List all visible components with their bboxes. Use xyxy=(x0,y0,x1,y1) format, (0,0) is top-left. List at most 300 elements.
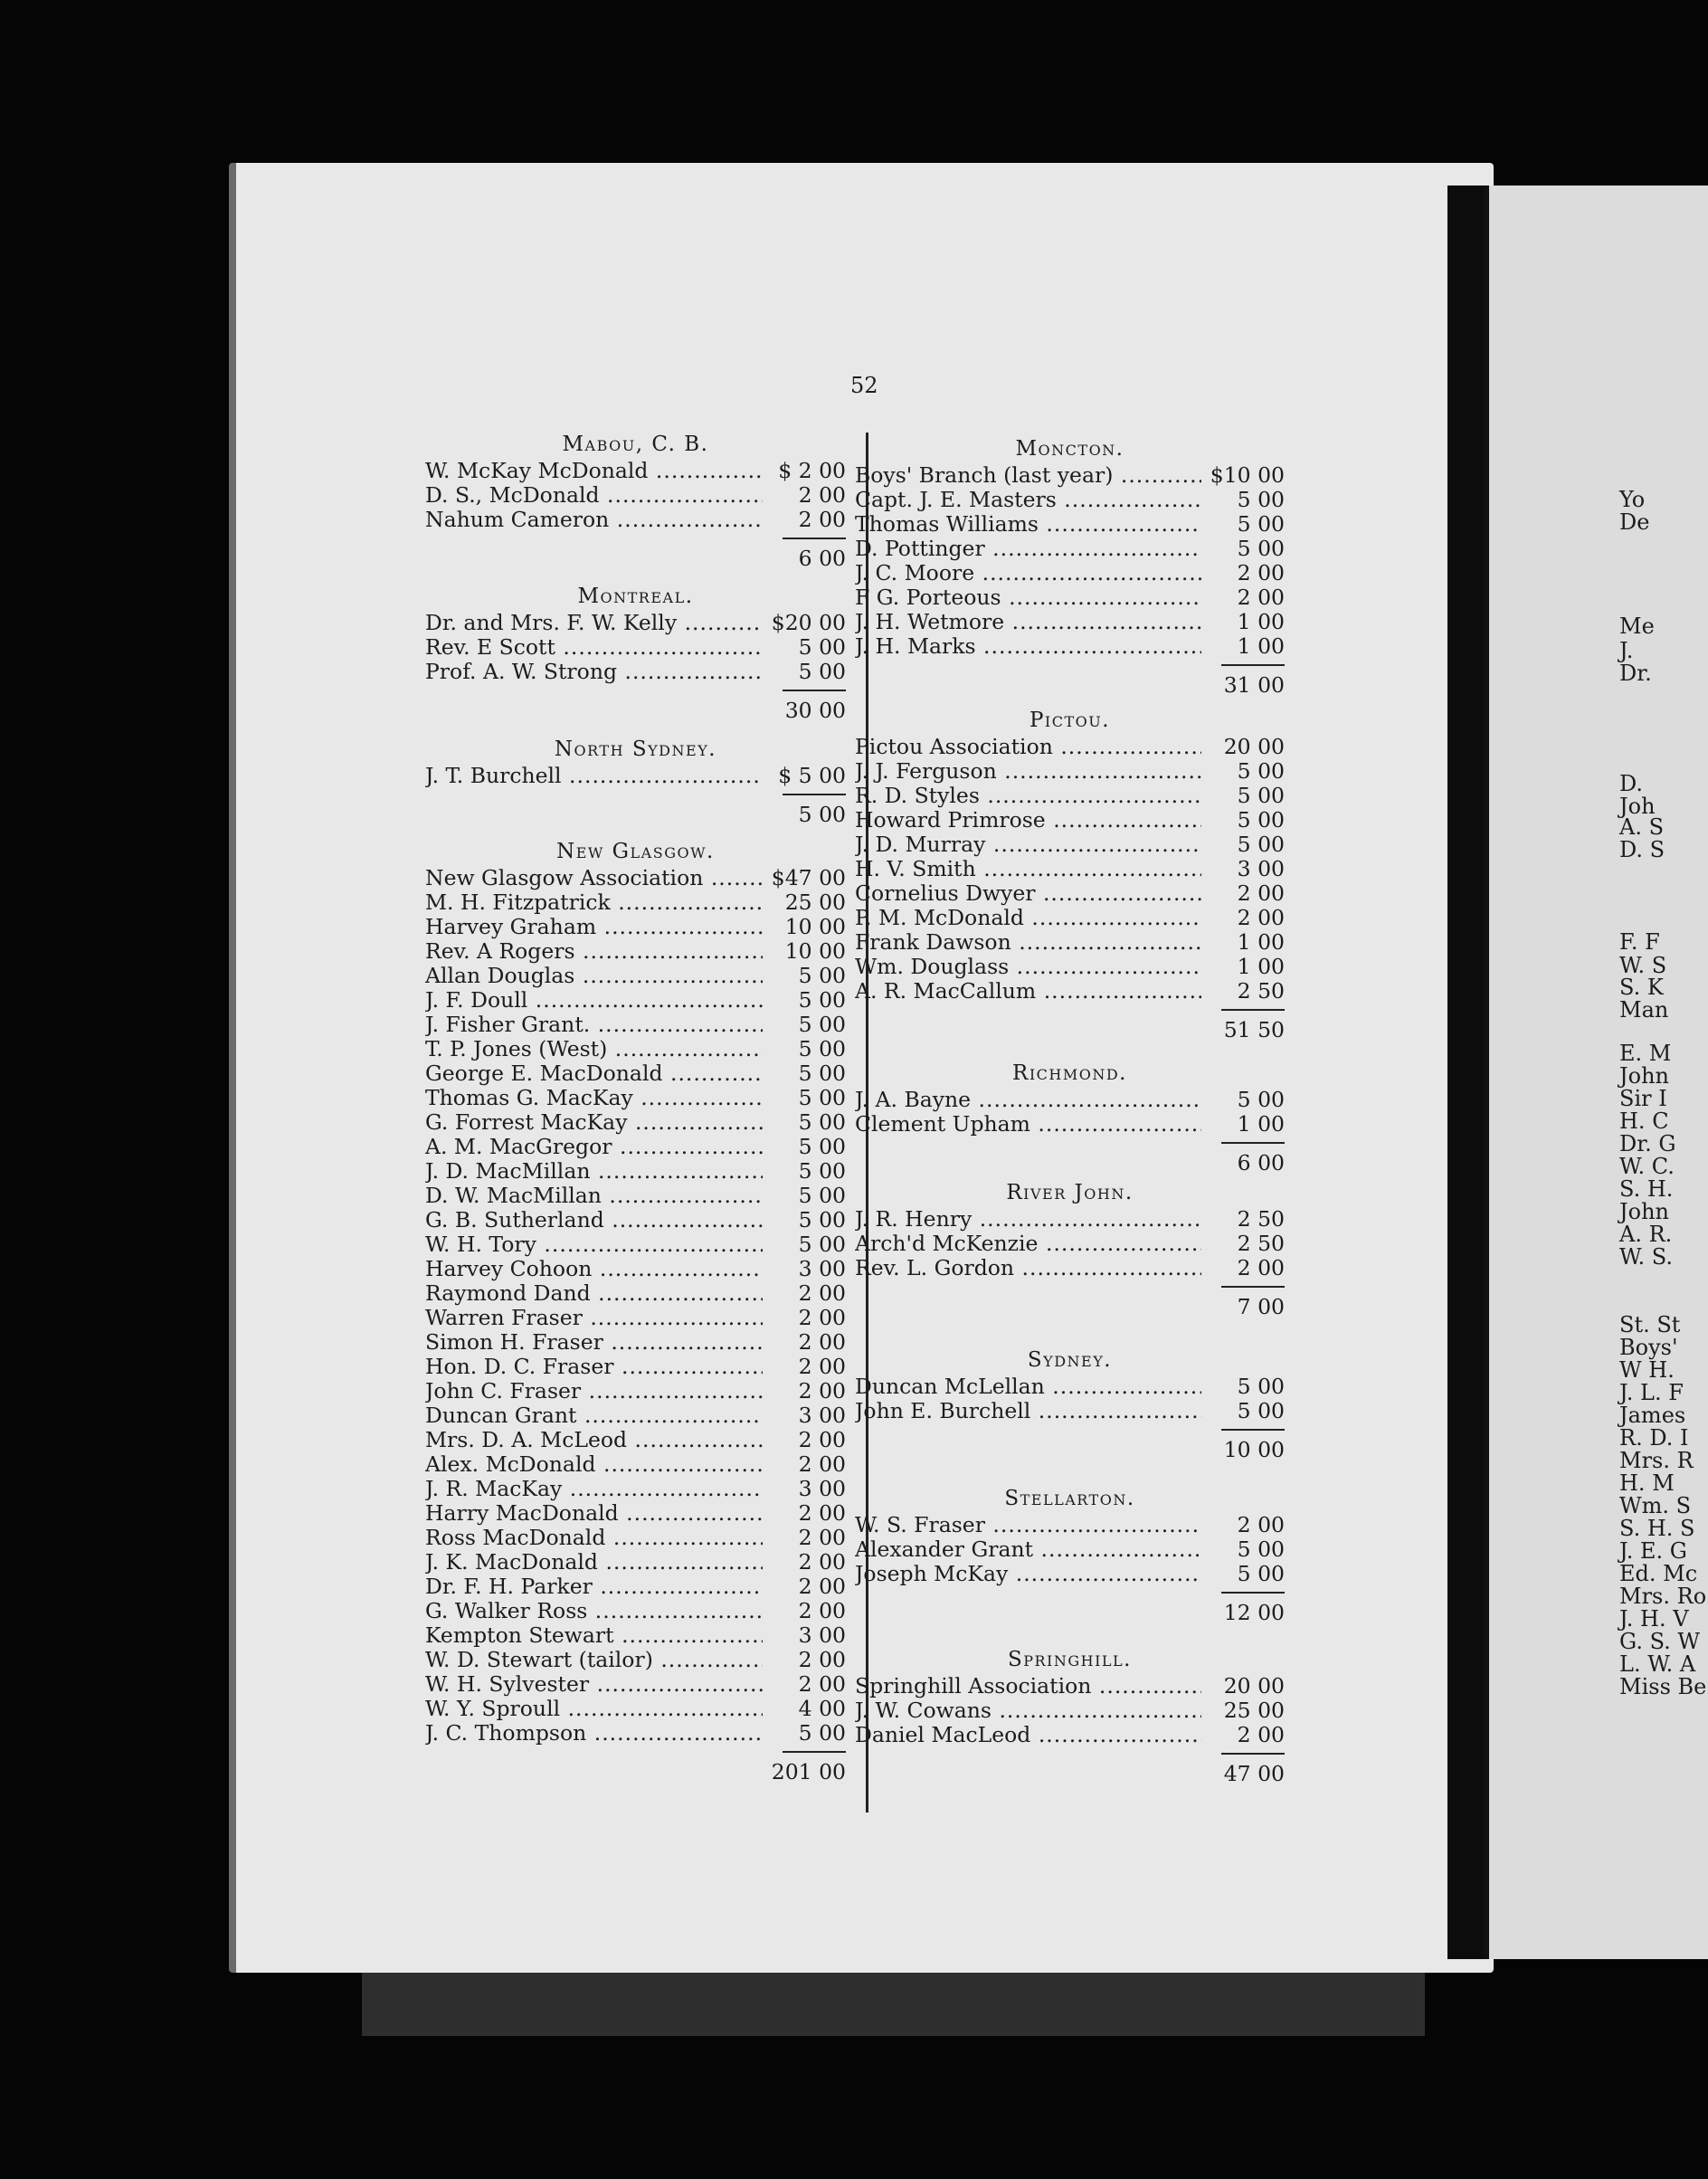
total-rule xyxy=(855,1280,1285,1293)
entry-row xyxy=(855,1207,1285,1232)
entry-row xyxy=(425,1281,846,1306)
entry-amount: 5 00 xyxy=(763,1208,846,1232)
entry-name: W. H. Sylvester ..... xyxy=(425,1672,763,1697)
adjacent-page-text: James xyxy=(1619,1403,1686,1428)
adjacent-page-text: Joh xyxy=(1619,794,1656,819)
adjacent-page-text: W H. xyxy=(1619,1357,1675,1383)
entry-name: Duncan Grant ..... xyxy=(425,1404,763,1428)
entry-row xyxy=(425,1599,846,1623)
section-total: 6 00 xyxy=(1237,1150,1285,1175)
entry-name: Pictou Association ..... xyxy=(855,735,1201,759)
entry-row xyxy=(425,1330,846,1355)
entry-amount: 3 00 xyxy=(1201,857,1285,881)
adjacent-page-text: John xyxy=(1619,1199,1669,1224)
adjacent-page-text: Sir I xyxy=(1619,1086,1667,1111)
adjacent-page-text: H. C xyxy=(1619,1109,1669,1134)
entry-row xyxy=(425,1672,846,1697)
adjacent-page-text: F. F xyxy=(1619,929,1660,955)
entry-row xyxy=(855,585,1285,610)
entry-name: D. Pottinger ..... xyxy=(855,537,1201,561)
entry-row xyxy=(425,890,846,915)
entry-amount: 5 00 xyxy=(1201,488,1285,512)
entry-row xyxy=(855,1112,1285,1137)
entry-amount: $10 00 xyxy=(1201,463,1285,488)
adjacent-page-text: Me xyxy=(1619,614,1655,639)
entry-row xyxy=(425,1037,846,1061)
entry-name: J. H. Wetmore ..... xyxy=(855,610,1201,634)
entry-amount: 5 00 xyxy=(1201,1399,1285,1423)
entry-amount: $ 5 00 xyxy=(763,764,846,788)
entry-name: Warren Fraser ..... xyxy=(425,1306,763,1330)
entry-amount: 2 50 xyxy=(1201,979,1285,1004)
total-rule xyxy=(855,1586,1285,1599)
entry-row xyxy=(855,955,1285,979)
entry-row xyxy=(425,660,846,684)
entry-row xyxy=(425,1648,846,1672)
section-total: 5 00 xyxy=(798,802,846,827)
entry-amount: 10 00 xyxy=(763,939,846,964)
adjacent-page-text: D. S xyxy=(1619,837,1665,862)
entry-row xyxy=(855,1088,1285,1112)
adjacent-page-text: De xyxy=(1619,509,1650,535)
entry-amount: 2 00 xyxy=(763,1428,846,1452)
section-total: 12 00 xyxy=(1223,1600,1285,1625)
entry-name: W. H. Tory ..... xyxy=(425,1232,763,1257)
entry-amount: 1 00 xyxy=(1201,955,1285,979)
adjacent-page-text: L. W. A xyxy=(1619,1651,1696,1677)
entry-row xyxy=(855,979,1285,1004)
section-north-sydney xyxy=(425,735,846,828)
entry-row xyxy=(425,508,846,532)
adjacent-page-text: J. H. V xyxy=(1619,1606,1689,1632)
entry-amount: 1 00 xyxy=(1201,610,1285,634)
entry-name: Springhill Association ..... xyxy=(855,1674,1201,1698)
entry-name: Rev. E Scott ..... xyxy=(425,635,763,660)
entry-row xyxy=(855,784,1285,808)
entry-name: R. D. Styles ..... xyxy=(855,784,1201,808)
section-stellarton xyxy=(855,1484,1285,1626)
entry-amount: 2 00 xyxy=(1201,881,1285,906)
entry-row xyxy=(425,611,846,635)
entry-amount: 20 00 xyxy=(1201,1674,1285,1698)
adjacent-page-text: S. H. S xyxy=(1619,1516,1695,1541)
entry-row xyxy=(855,833,1285,857)
entry-name: F G. Porteous ..... xyxy=(855,585,1201,610)
entry-name: J. R. MacKay ..... xyxy=(425,1477,763,1501)
entry-name: D. S., McDonald ..... xyxy=(425,483,763,508)
adjacent-page-text: Boys' xyxy=(1619,1335,1678,1360)
entry-name: W. Y. Sproull ..... xyxy=(425,1697,763,1721)
entry-row xyxy=(855,930,1285,955)
entry-row xyxy=(425,866,846,890)
entry-amount: 2 00 xyxy=(763,1550,846,1575)
entry-name: Dr. and Mrs. F. W. Kelly ..... xyxy=(425,611,763,635)
entry-amount: 1 00 xyxy=(1201,634,1285,659)
adjacent-page-text: G. S. W xyxy=(1619,1629,1701,1654)
entry-amount: 3 00 xyxy=(763,1623,846,1648)
entry-amount: 5 00 xyxy=(763,1037,846,1061)
section-title: North Sydney. xyxy=(554,737,717,761)
entry-row xyxy=(855,512,1285,537)
adjacent-page-text: Dr. xyxy=(1619,661,1652,686)
entry-name: Duncan McLellan ..... xyxy=(855,1375,1201,1399)
adjacent-page-text: S. H. xyxy=(1619,1176,1674,1202)
entry-name: Thomas G. MacKay ..... xyxy=(425,1086,763,1110)
entry-name: J. D. MacMillan ..... xyxy=(425,1159,763,1184)
section-pictou xyxy=(855,706,1285,1043)
entry-name: Joseph McKay ..... xyxy=(855,1562,1201,1586)
section-total: 10 00 xyxy=(1223,1437,1285,1462)
entry-name: P. M. McDonald ..... xyxy=(855,906,1201,930)
entry-row xyxy=(425,459,846,483)
adjacent-page-text: J. L. F xyxy=(1619,1380,1684,1405)
entry-name: J. F. Doull ..... xyxy=(425,988,763,1013)
entry-row xyxy=(425,1404,846,1428)
entry-row xyxy=(855,610,1285,634)
entry-amount: 3 00 xyxy=(763,1404,846,1428)
adjacent-page-text: W. C. xyxy=(1619,1154,1675,1179)
adjacent-page-text: J. E. G xyxy=(1619,1538,1687,1564)
entry-amount: $ 2 00 xyxy=(763,459,846,483)
entry-name: Kempton Stewart ..... xyxy=(425,1623,763,1648)
entry-amount: 5 00 xyxy=(763,1721,846,1746)
entry-name: George E. MacDonald ..... xyxy=(425,1061,763,1086)
entry-amount: 5 00 xyxy=(763,1110,846,1135)
entry-amount: 2 00 xyxy=(1201,1256,1285,1280)
entry-amount: 3 00 xyxy=(763,1477,846,1501)
adjacent-page-text: Man xyxy=(1619,997,1669,1023)
section-new-glasgow xyxy=(425,837,846,1785)
entry-row xyxy=(855,488,1285,512)
section-total: 31 00 xyxy=(1223,672,1285,698)
entry-name: Nahum Cameron ..... xyxy=(425,508,763,532)
entry-name: W. McKay McDonald ..... xyxy=(425,459,763,483)
entry-amount: 2 50 xyxy=(1201,1232,1285,1256)
entry-name: J. C. Moore ..... xyxy=(855,561,1201,585)
entry-amount: 5 00 xyxy=(763,635,846,660)
entry-name: Harvey Cohoon ..... xyxy=(425,1257,763,1281)
entry-name: Ross MacDonald ..... xyxy=(425,1526,763,1550)
section-title: Montreal. xyxy=(577,585,694,608)
page-number: 52 xyxy=(850,373,878,398)
section-title: Mabou, C. B. xyxy=(562,433,709,456)
entry-row xyxy=(425,1061,846,1086)
entry-amount: 2 00 xyxy=(763,1501,846,1526)
adjacent-page-text: A. R. xyxy=(1619,1222,1673,1247)
entry-amount: 5 00 xyxy=(1201,1088,1285,1112)
entry-name: Alexander Grant ..... xyxy=(855,1537,1201,1562)
entry-name: Rev. A Rogers ..... xyxy=(425,939,763,964)
entry-amount: 20 00 xyxy=(1201,735,1285,759)
entry-name: G. Forrest MacKay ..... xyxy=(425,1110,763,1135)
entry-row xyxy=(855,906,1285,930)
total-rule xyxy=(425,788,846,801)
adjacent-page-text: D. xyxy=(1619,771,1644,796)
adjacent-page-text: Mrs. Ro xyxy=(1619,1584,1707,1609)
entry-amount: 25 00 xyxy=(763,890,846,915)
entry-name: Prof. A. W. Strong ..... xyxy=(425,660,763,684)
section-title: Springhill. xyxy=(1007,1648,1132,1671)
entry-name: J. H. Marks ..... xyxy=(855,634,1201,659)
entry-amount: 2 00 xyxy=(763,1452,846,1477)
section-mabou-c-b xyxy=(425,430,846,572)
total-rule xyxy=(855,1747,1285,1760)
adjacent-page-text: St. St xyxy=(1619,1312,1681,1337)
section-title: River John. xyxy=(1006,1181,1134,1204)
entry-name: J. C. Thompson ..... xyxy=(425,1721,763,1746)
entry-name: New Glasgow Association ..... xyxy=(425,866,763,890)
entry-row xyxy=(425,1697,846,1721)
entry-amount: 25 00 xyxy=(1201,1698,1285,1723)
section-total: 30 00 xyxy=(784,698,846,723)
page-edge-shadow xyxy=(362,1968,1425,2036)
entry-row xyxy=(425,1159,846,1184)
entry-name: G. B. Sutherland ..... xyxy=(425,1208,763,1232)
entry-name: Allan Douglas ..... xyxy=(425,964,763,988)
entry-row xyxy=(855,1375,1285,1399)
entry-name: Alex. McDonald ..... xyxy=(425,1452,763,1477)
entry-row xyxy=(855,537,1285,561)
entry-name: J. Fisher Grant. ..... xyxy=(425,1013,763,1037)
entry-amount: 2 00 xyxy=(763,1672,846,1697)
entry-row xyxy=(425,764,846,788)
entry-name: Wm. Douglass ..... xyxy=(855,955,1201,979)
entry-amount: 5 00 xyxy=(1201,1375,1285,1399)
entry-amount: 2 00 xyxy=(763,1306,846,1330)
entry-amount: $20 00 xyxy=(763,611,846,635)
entry-amount: 5 00 xyxy=(763,1159,846,1184)
section-title: Pictou. xyxy=(1029,709,1111,732)
total-rule xyxy=(855,1137,1285,1149)
entry-row xyxy=(425,1232,846,1257)
entry-name: Arch'd McKenzie ..... xyxy=(855,1232,1201,1256)
entry-row xyxy=(855,881,1285,906)
total-rule xyxy=(855,659,1285,671)
adjacent-page-text: W. S xyxy=(1619,953,1667,978)
entry-name: John E. Burchell ..... xyxy=(855,1399,1201,1423)
entry-row xyxy=(425,1208,846,1232)
entry-row xyxy=(425,635,846,660)
entry-name: Cornelius Dwyer ..... xyxy=(855,881,1201,906)
total-rule xyxy=(425,1746,846,1758)
section-river-john xyxy=(855,1178,1285,1320)
entry-name: Simon H. Fraser ..... xyxy=(425,1330,763,1355)
entry-name: J. T. Burchell ..... xyxy=(425,764,763,788)
entry-amount: 5 00 xyxy=(763,988,846,1013)
entry-name: J. J. Ferguson ..... xyxy=(855,759,1201,784)
adjacent-page-text: J. xyxy=(1619,638,1634,663)
section-title: Stellarton. xyxy=(1004,1487,1135,1510)
adjacent-page-text: Wm. S xyxy=(1619,1493,1692,1518)
entry-name: W. S. Fraser ..... xyxy=(855,1513,1201,1537)
total-rule xyxy=(425,684,846,697)
entry-name: Raymond Dand ..... xyxy=(425,1281,763,1306)
entry-row xyxy=(855,561,1285,585)
entry-amount: $47 00 xyxy=(763,866,846,890)
entry-row xyxy=(855,735,1285,759)
entry-name: Boys' Branch (last year) ..... xyxy=(855,463,1201,488)
entry-row xyxy=(855,1674,1285,1698)
entry-name: J. W. Cowans ..... xyxy=(855,1698,1201,1723)
entry-row xyxy=(425,1135,846,1159)
entry-name: Capt. J. E. Masters ..... xyxy=(855,488,1201,512)
entry-row xyxy=(425,1184,846,1208)
total-rule xyxy=(855,1423,1285,1436)
entry-row xyxy=(425,1721,846,1746)
entry-name: J. R. Henry ..... xyxy=(855,1207,1201,1232)
section-title: Sydney. xyxy=(1027,1348,1113,1372)
section-total: 6 00 xyxy=(798,546,846,571)
entry-amount: 5 00 xyxy=(1201,808,1285,833)
entry-name: Daniel MacLeod ..... xyxy=(855,1723,1201,1747)
entry-row xyxy=(425,964,846,988)
entry-name: W. D. Stewart (tailor) ..... xyxy=(425,1648,763,1672)
entry-name: T. P. Jones (West) ..... xyxy=(425,1037,763,1061)
adjacent-page-text: John xyxy=(1619,1063,1669,1089)
adjacent-page-text: W. S. xyxy=(1619,1244,1673,1270)
entry-amount: 5 00 xyxy=(763,660,846,684)
section-total: 201 00 xyxy=(771,1759,846,1784)
entry-row xyxy=(855,1232,1285,1256)
entry-amount: 2 00 xyxy=(763,483,846,508)
adjacent-page-text: A. S xyxy=(1619,814,1665,840)
entry-name: J. K. MacDonald ..... xyxy=(425,1550,763,1575)
entry-name: John C. Fraser ..... xyxy=(425,1379,763,1404)
entry-row xyxy=(425,1575,846,1599)
adjacent-page-text: Yo xyxy=(1619,487,1646,512)
entry-name: Harry MacDonald ..... xyxy=(425,1501,763,1526)
section-moncton xyxy=(855,434,1285,699)
entry-amount: 2 00 xyxy=(763,1379,846,1404)
entry-amount: 2 00 xyxy=(763,1575,846,1599)
entry-amount: 10 00 xyxy=(763,915,846,939)
total-rule xyxy=(855,1004,1285,1016)
section-title: Moncton. xyxy=(1015,437,1124,461)
adjacent-page-text: Miss Be xyxy=(1619,1674,1707,1699)
section-title: New Glasgow. xyxy=(556,840,715,863)
entry-row xyxy=(425,1110,846,1135)
entry-row xyxy=(425,1428,846,1452)
entry-row xyxy=(855,1562,1285,1586)
entry-amount: 2 00 xyxy=(763,1330,846,1355)
entry-amount: 2 00 xyxy=(1201,561,1285,585)
entry-row xyxy=(855,1698,1285,1723)
entry-row xyxy=(425,1550,846,1575)
entry-amount: 2 00 xyxy=(763,1281,846,1306)
entry-name: A. M. MacGregor ..... xyxy=(425,1135,763,1159)
entry-amount: 1 00 xyxy=(1201,1112,1285,1137)
entry-name: Clement Upham ..... xyxy=(855,1112,1201,1137)
entry-row xyxy=(855,463,1285,488)
entry-name: D. W. MacMillan ..... xyxy=(425,1184,763,1208)
entry-amount: 2 00 xyxy=(763,1599,846,1623)
entry-amount: 3 00 xyxy=(763,1257,846,1281)
entry-row xyxy=(425,1086,846,1110)
adjacent-page-text: H. M xyxy=(1619,1470,1675,1496)
entry-amount: 2 00 xyxy=(1201,906,1285,930)
entry-amount: 5 00 xyxy=(763,1232,846,1257)
entry-row xyxy=(425,1452,846,1477)
entry-amount: 2 00 xyxy=(1201,1513,1285,1537)
adjacent-page-text: Ed. Mc xyxy=(1619,1561,1698,1586)
section-springhill xyxy=(855,1645,1285,1787)
entry-amount: 5 00 xyxy=(763,1013,846,1037)
entry-amount: 2 00 xyxy=(1201,585,1285,610)
total-rule xyxy=(425,532,846,545)
entry-amount: 2 00 xyxy=(763,1648,846,1672)
entry-name: Frank Dawson ..... xyxy=(855,930,1201,955)
entry-row xyxy=(425,1623,846,1648)
entry-amount: 2 00 xyxy=(1201,1723,1285,1747)
section-total: 47 00 xyxy=(1223,1761,1285,1786)
entry-amount: 5 00 xyxy=(1201,833,1285,857)
entry-row xyxy=(425,1257,846,1281)
adjacent-page-text: S. K xyxy=(1619,975,1664,1000)
entry-amount: 5 00 xyxy=(1201,1537,1285,1562)
adjacent-page-text: E. M xyxy=(1619,1041,1672,1066)
entry-name: Howard Primrose ..... xyxy=(855,808,1201,833)
adjacent-page-text: Mrs. R xyxy=(1619,1448,1694,1473)
entry-name: M. H. Fitzpatrick ..... xyxy=(425,890,763,915)
entry-row xyxy=(425,1477,846,1501)
entry-row xyxy=(425,939,846,964)
entry-amount: 4 00 xyxy=(763,1697,846,1721)
entry-amount: 5 00 xyxy=(1201,537,1285,561)
entry-name: J. A. Bayne ..... xyxy=(855,1088,1201,1112)
entry-row xyxy=(855,759,1285,784)
entry-name: Dr. F. H. Parker ..... xyxy=(425,1575,763,1599)
entry-amount: 2 00 xyxy=(763,1355,846,1379)
entry-amount: 5 00 xyxy=(763,964,846,988)
entry-row xyxy=(855,857,1285,881)
entry-amount: 5 00 xyxy=(763,1086,846,1110)
entry-row xyxy=(855,1723,1285,1747)
section-total: 7 00 xyxy=(1237,1294,1285,1319)
entry-amount: 5 00 xyxy=(763,1061,846,1086)
entry-row xyxy=(855,1399,1285,1423)
entry-row xyxy=(425,1501,846,1526)
entry-row xyxy=(855,1256,1285,1280)
entry-row xyxy=(855,1537,1285,1562)
entry-amount: 2 50 xyxy=(1201,1207,1285,1232)
entry-amount: 5 00 xyxy=(1201,759,1285,784)
entry-amount: 2 00 xyxy=(763,1526,846,1550)
entry-name: Thomas Williams ..... xyxy=(855,512,1201,537)
entry-row xyxy=(425,988,846,1013)
entry-name: Hon. D. C. Fraser ..... xyxy=(425,1355,763,1379)
section-sydney xyxy=(855,1346,1285,1463)
section-richmond xyxy=(855,1059,1285,1176)
entry-amount: 5 00 xyxy=(763,1135,846,1159)
entry-row xyxy=(855,808,1285,833)
entry-name: Harvey Graham ..... xyxy=(425,915,763,939)
adjacent-page-text: Dr. G xyxy=(1619,1131,1676,1156)
entry-row xyxy=(855,1513,1285,1537)
entry-name: Mrs. D. A. McLeod ..... xyxy=(425,1428,763,1452)
section-title: Richmond. xyxy=(1012,1061,1127,1085)
section-total: 51 50 xyxy=(1223,1017,1285,1042)
entry-amount: 5 00 xyxy=(763,1184,846,1208)
entry-name: Rev. L. Gordon ..... xyxy=(855,1256,1201,1280)
entry-row xyxy=(425,915,846,939)
book-binding xyxy=(1447,186,1488,1959)
entry-name: J. D. Murray ..... xyxy=(855,833,1201,857)
section-montreal xyxy=(425,582,846,724)
entry-row xyxy=(425,1526,846,1550)
entry-name: H. V. Smith ..... xyxy=(855,857,1201,881)
entry-row xyxy=(425,1013,846,1037)
entry-amount: 5 00 xyxy=(1201,1562,1285,1586)
